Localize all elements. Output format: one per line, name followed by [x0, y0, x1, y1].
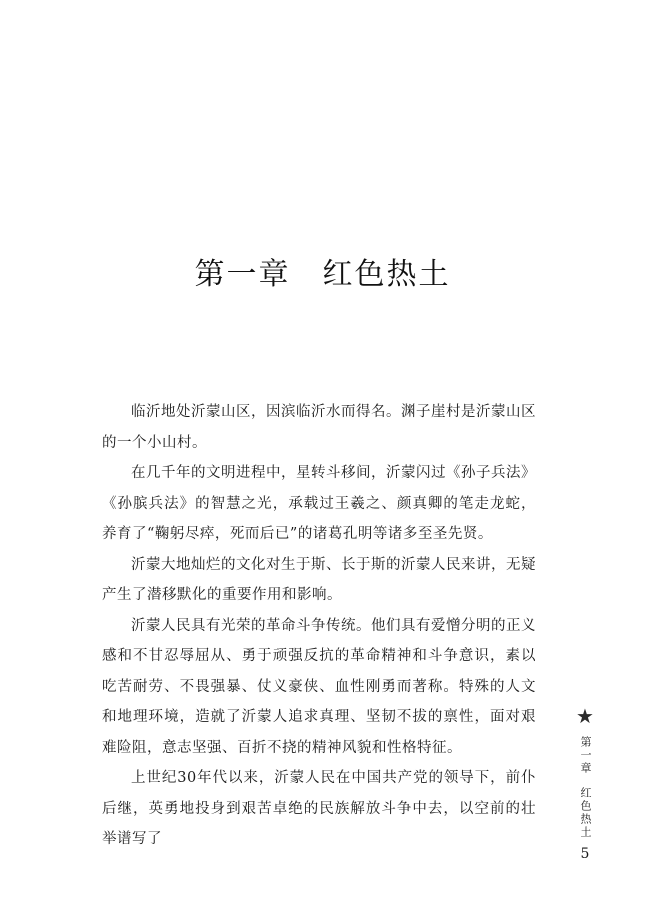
chapter-title: 第一章 红色热土: [194, 257, 451, 292]
paragraph-3: 沂蒙大地灿烂的文化对生于斯、长于斯的沂蒙人民来讲，无疑产生了潜移默化的重要作用和影响。: [102, 556, 536, 603]
side-chapter-label: 第一章: [579, 735, 592, 775]
body-text: [102, 397, 536, 855]
chapter-side-marker: [575, 705, 595, 863]
page-number: 5: [580, 846, 590, 862]
paragraph-2: 在几千年的文明进程中，星转斗移间，沂蒙闪过《孙子兵法》《孙膑兵法》的智慧之光，承载过王羲之、颜真卿的笔走龙蛇，养育了“鞠躬尽瘁，死而后已”的诸葛孔明等诸多至圣先贤。: [102, 465, 536, 542]
paragraph-1: 临沂地处沂蒙山区，因滨临沂水而得名。渊子崖村是沂蒙山区的一个小山村。: [102, 404, 536, 451]
paragraph-5: 上世纪30年代以来，沂蒙人民在中国共产党的领导下，前仆后继，英勇地投身到艰苦卓绝的民族解放斗争中去，以空前的壮举谱写了: [102, 770, 536, 847]
side-chapter-title: 红色热土: [579, 787, 592, 839]
paragraph-4: 沂蒙人民具有光荣的革命斗争传统。他们具有爱憎分明的正义感和不甘忍辱屈从、勇于顽强反抗的革命精神和斗争意识，素以吃苦耐劳、不畏强暴、仗义豪侠、血性刚勇而著称。特殊的人文和地理环境，造就了沂蒙人追求真理、坚韧不拔的禀性，面对艰难险阻，意志坚强、百折不挠的精神风貌和性格特征。: [102, 617, 536, 756]
star-icon: ★: [576, 704, 594, 728]
